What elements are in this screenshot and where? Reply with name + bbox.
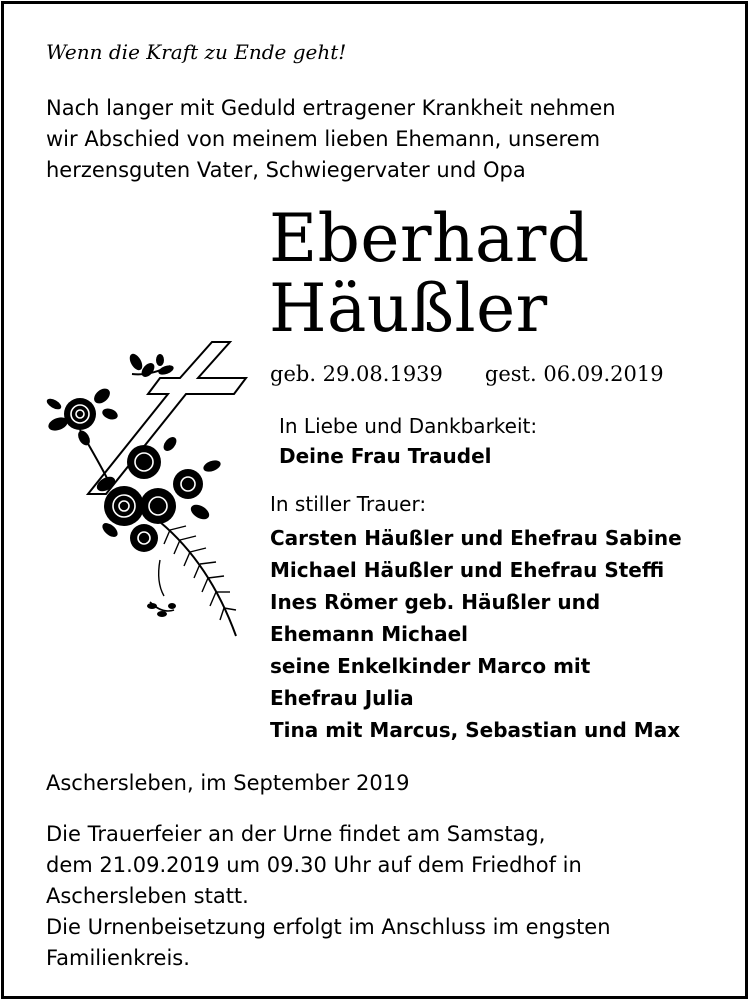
funeral-info [46, 819, 611, 974]
cross-with-roses-icon [40, 334, 262, 644]
life-dates [270, 362, 664, 386]
deceased-name [269, 200, 590, 347]
deceased-last-name: Häußler [269, 270, 548, 347]
intro-text [46, 93, 706, 186]
funeral-info-line: Die Trauerfeier an der Urne findet am Samstag, [46, 822, 546, 846]
death-date: gest. 06.09.2019 [484, 362, 664, 386]
intro-line: wir Abschied von meinem lieben Ehemann, unserem [46, 127, 601, 151]
motto: Wenn die Kraft zu Ende geht! [46, 40, 347, 64]
mourner-line: Michael Häußler und Ehefrau Steffi [270, 558, 665, 582]
birth-date: geb. 29.08.1939 [270, 362, 443, 386]
mourning-heading: In stiller Trauer: [270, 492, 427, 516]
intro-line: Nach langer mit Geduld ertragener Krankheit nehmen [46, 96, 616, 120]
obituary-frame [1, 1, 748, 999]
intro-line: herzensguten Vater, Schwiegervater und Opa [46, 158, 526, 182]
mourner-line: seine Enkelkinder Marco mit [270, 654, 591, 678]
mourner-line: Ehemann Michael [270, 622, 469, 646]
mourner-line: Tina mit Marcus, Sebastian und Max [270, 718, 681, 742]
deceased-first-name: Eberhard [269, 200, 590, 277]
mourners-list [270, 522, 682, 746]
place-date: Aschersleben, im September 2019 [46, 771, 410, 795]
funeral-info-line: Aschersleben statt. [46, 884, 249, 908]
funeral-info-line: Die Urnenbeisetzung erfolgt im Anschluss im engsten [46, 915, 611, 939]
funeral-info-line: dem 21.09.2019 um 09.30 Uhr auf dem Friedhof in [46, 853, 582, 877]
gratitude-heading: In Liebe und Dankbarkeit: [279, 414, 538, 438]
mourner-line: Ehefrau Julia [270, 686, 414, 710]
wife-name: Deine Frau Traudel [279, 444, 492, 468]
mourner-line: Ines Römer geb. Häußler und [270, 590, 601, 614]
funeral-info-line: Familienkreis. [46, 946, 190, 970]
mourner-line: Carsten Häußler und Ehefrau Sabine [270, 526, 682, 550]
